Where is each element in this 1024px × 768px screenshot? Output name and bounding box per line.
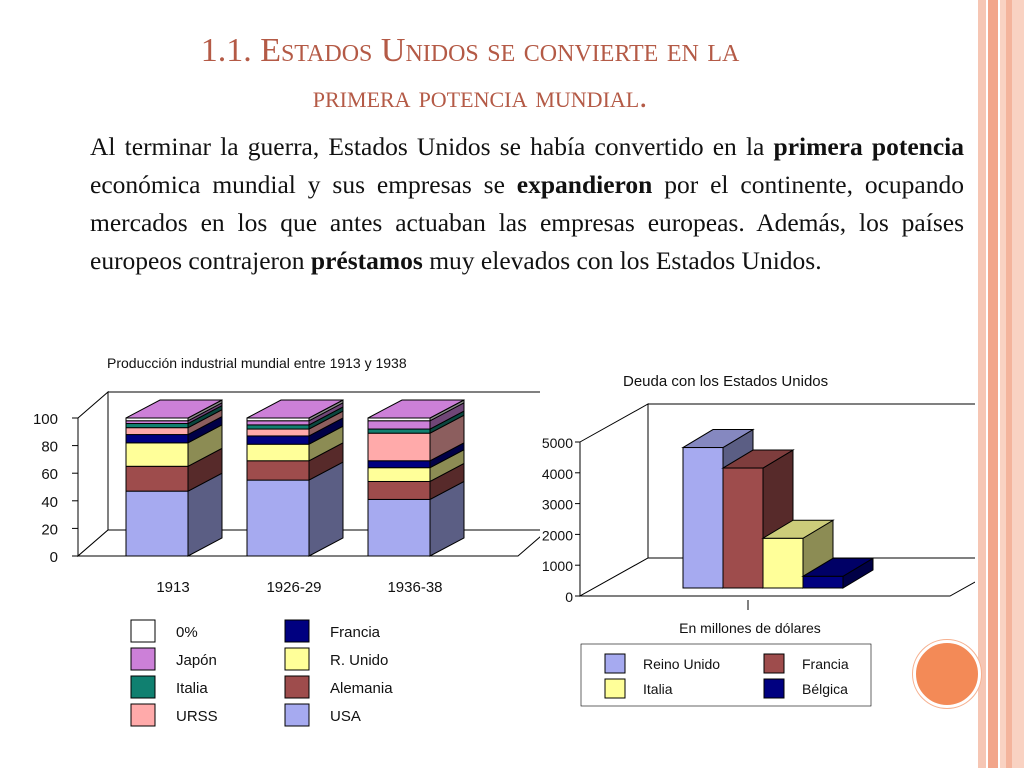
bar-segment-front	[247, 461, 309, 480]
paragraph-run: Al terminar la guerra, Estados Unidos se había convertido en la	[90, 132, 774, 161]
legend-label: Japón	[176, 652, 217, 669]
bar-front	[763, 538, 803, 588]
x-axis-label: En millones de dólares	[679, 620, 821, 636]
slide-title-line-2: primera potencia mundial.	[312, 78, 648, 114]
y-tick-label: 5000	[541, 435, 573, 451]
chart-title: Producción industrial mundial entre 1913 y 1938	[107, 355, 407, 371]
x-tick-label: 1913	[156, 579, 190, 596]
left-wall	[78, 392, 108, 556]
paragraph-run: muy elevados con los Estados Unidos.	[422, 246, 822, 275]
y-tick-label: 40	[41, 493, 58, 511]
slide-title-line-1: 1.1. Estados Unidos se convierte en la	[200, 32, 740, 69]
bar-segment-front	[368, 421, 430, 429]
bar-segment-front	[247, 429, 309, 436]
bar-segment-front	[126, 435, 188, 443]
bar-front	[683, 448, 723, 588]
paragraph-bold-run: préstamos	[310, 246, 423, 275]
legend-label: 0%	[176, 624, 198, 641]
legend-swatch	[605, 679, 625, 698]
y-tick-label: 20	[41, 521, 58, 539]
decor-stripe-1	[978, 0, 986, 768]
legend-label: Italia	[176, 680, 208, 697]
legend-label: Alemania	[330, 680, 393, 697]
bar-segment-front	[368, 461, 430, 468]
x-tick-label: 1936-38	[387, 579, 443, 596]
legend-swatch	[131, 676, 155, 698]
bar-segment-front	[126, 443, 188, 466]
legend-label: Bélgica	[802, 681, 848, 697]
legend-swatch	[285, 676, 309, 698]
bar-segment-front	[247, 480, 309, 556]
bar-segment-front	[247, 421, 309, 425]
bar-segment-front	[247, 444, 309, 461]
paragraph-run: económica mundial y sus empresas se	[90, 170, 517, 199]
legend-label: R. Unido	[330, 652, 389, 669]
y-tick-label: 3000	[541, 496, 573, 513]
legend-swatch	[131, 620, 155, 642]
legend-swatch	[285, 648, 309, 670]
legend-label: USA	[330, 708, 361, 725]
legend-swatch	[131, 704, 155, 726]
y-tick-label: 0	[49, 549, 58, 566]
bar-segment-front	[247, 436, 309, 444]
bar-front	[723, 468, 763, 588]
x-tick-label: 1926-29	[266, 579, 322, 596]
bar-segment-front	[247, 425, 309, 429]
legend-swatch	[131, 648, 155, 670]
legend-label: Italia	[643, 681, 673, 697]
paragraph-run: por el continente, ocupando mercados en los que antes actuaban las empresas europeas. Además, los países europeos contrajeron	[90, 170, 964, 275]
y-tick-label: 1000	[541, 558, 573, 575]
decor-stripe-2	[988, 0, 998, 768]
decor-circle	[913, 640, 981, 708]
bar-segment-front	[368, 481, 430, 499]
y-tick-label: 0	[565, 589, 573, 605]
y-tick-label: 100	[32, 411, 58, 428]
legend-label: URSS	[176, 708, 218, 725]
legend-swatch	[285, 620, 309, 642]
legend-label: Reino Unido	[643, 656, 721, 672]
bar-segment-front	[368, 429, 430, 433]
bar-segment-front	[126, 491, 188, 556]
chart-title: Deuda con los Estados Unidos	[623, 373, 829, 390]
decor-stripe-3	[1000, 0, 1024, 768]
y-tick-label: 2000	[541, 527, 573, 544]
legend-swatch	[764, 679, 784, 698]
bar-segment-front	[126, 428, 188, 435]
y-tick-label: 4000	[541, 465, 573, 482]
bar-segment-front	[368, 499, 430, 556]
y-tick-label: 60	[41, 466, 58, 484]
bar-segment-front	[368, 468, 430, 482]
legend-label: Francia	[802, 656, 849, 672]
paragraph-bold-run: expandieron	[516, 170, 653, 199]
y-tick-label: 80	[41, 438, 58, 456]
debt-chart	[515, 360, 975, 740]
bar-segment-front	[126, 424, 188, 428]
paragraph-bold-run: primera potencia	[773, 132, 964, 161]
decor-stripe-4	[1006, 0, 1012, 768]
legend-swatch	[285, 704, 309, 726]
production-chart	[0, 340, 540, 740]
legend-label: Francia	[330, 624, 381, 641]
body-paragraph	[90, 128, 964, 280]
bar-front	[803, 576, 843, 588]
bar-segment-front	[368, 433, 430, 461]
bar-segment-front	[126, 466, 188, 491]
legend-swatch	[605, 654, 625, 673]
legend-swatch	[764, 654, 784, 673]
